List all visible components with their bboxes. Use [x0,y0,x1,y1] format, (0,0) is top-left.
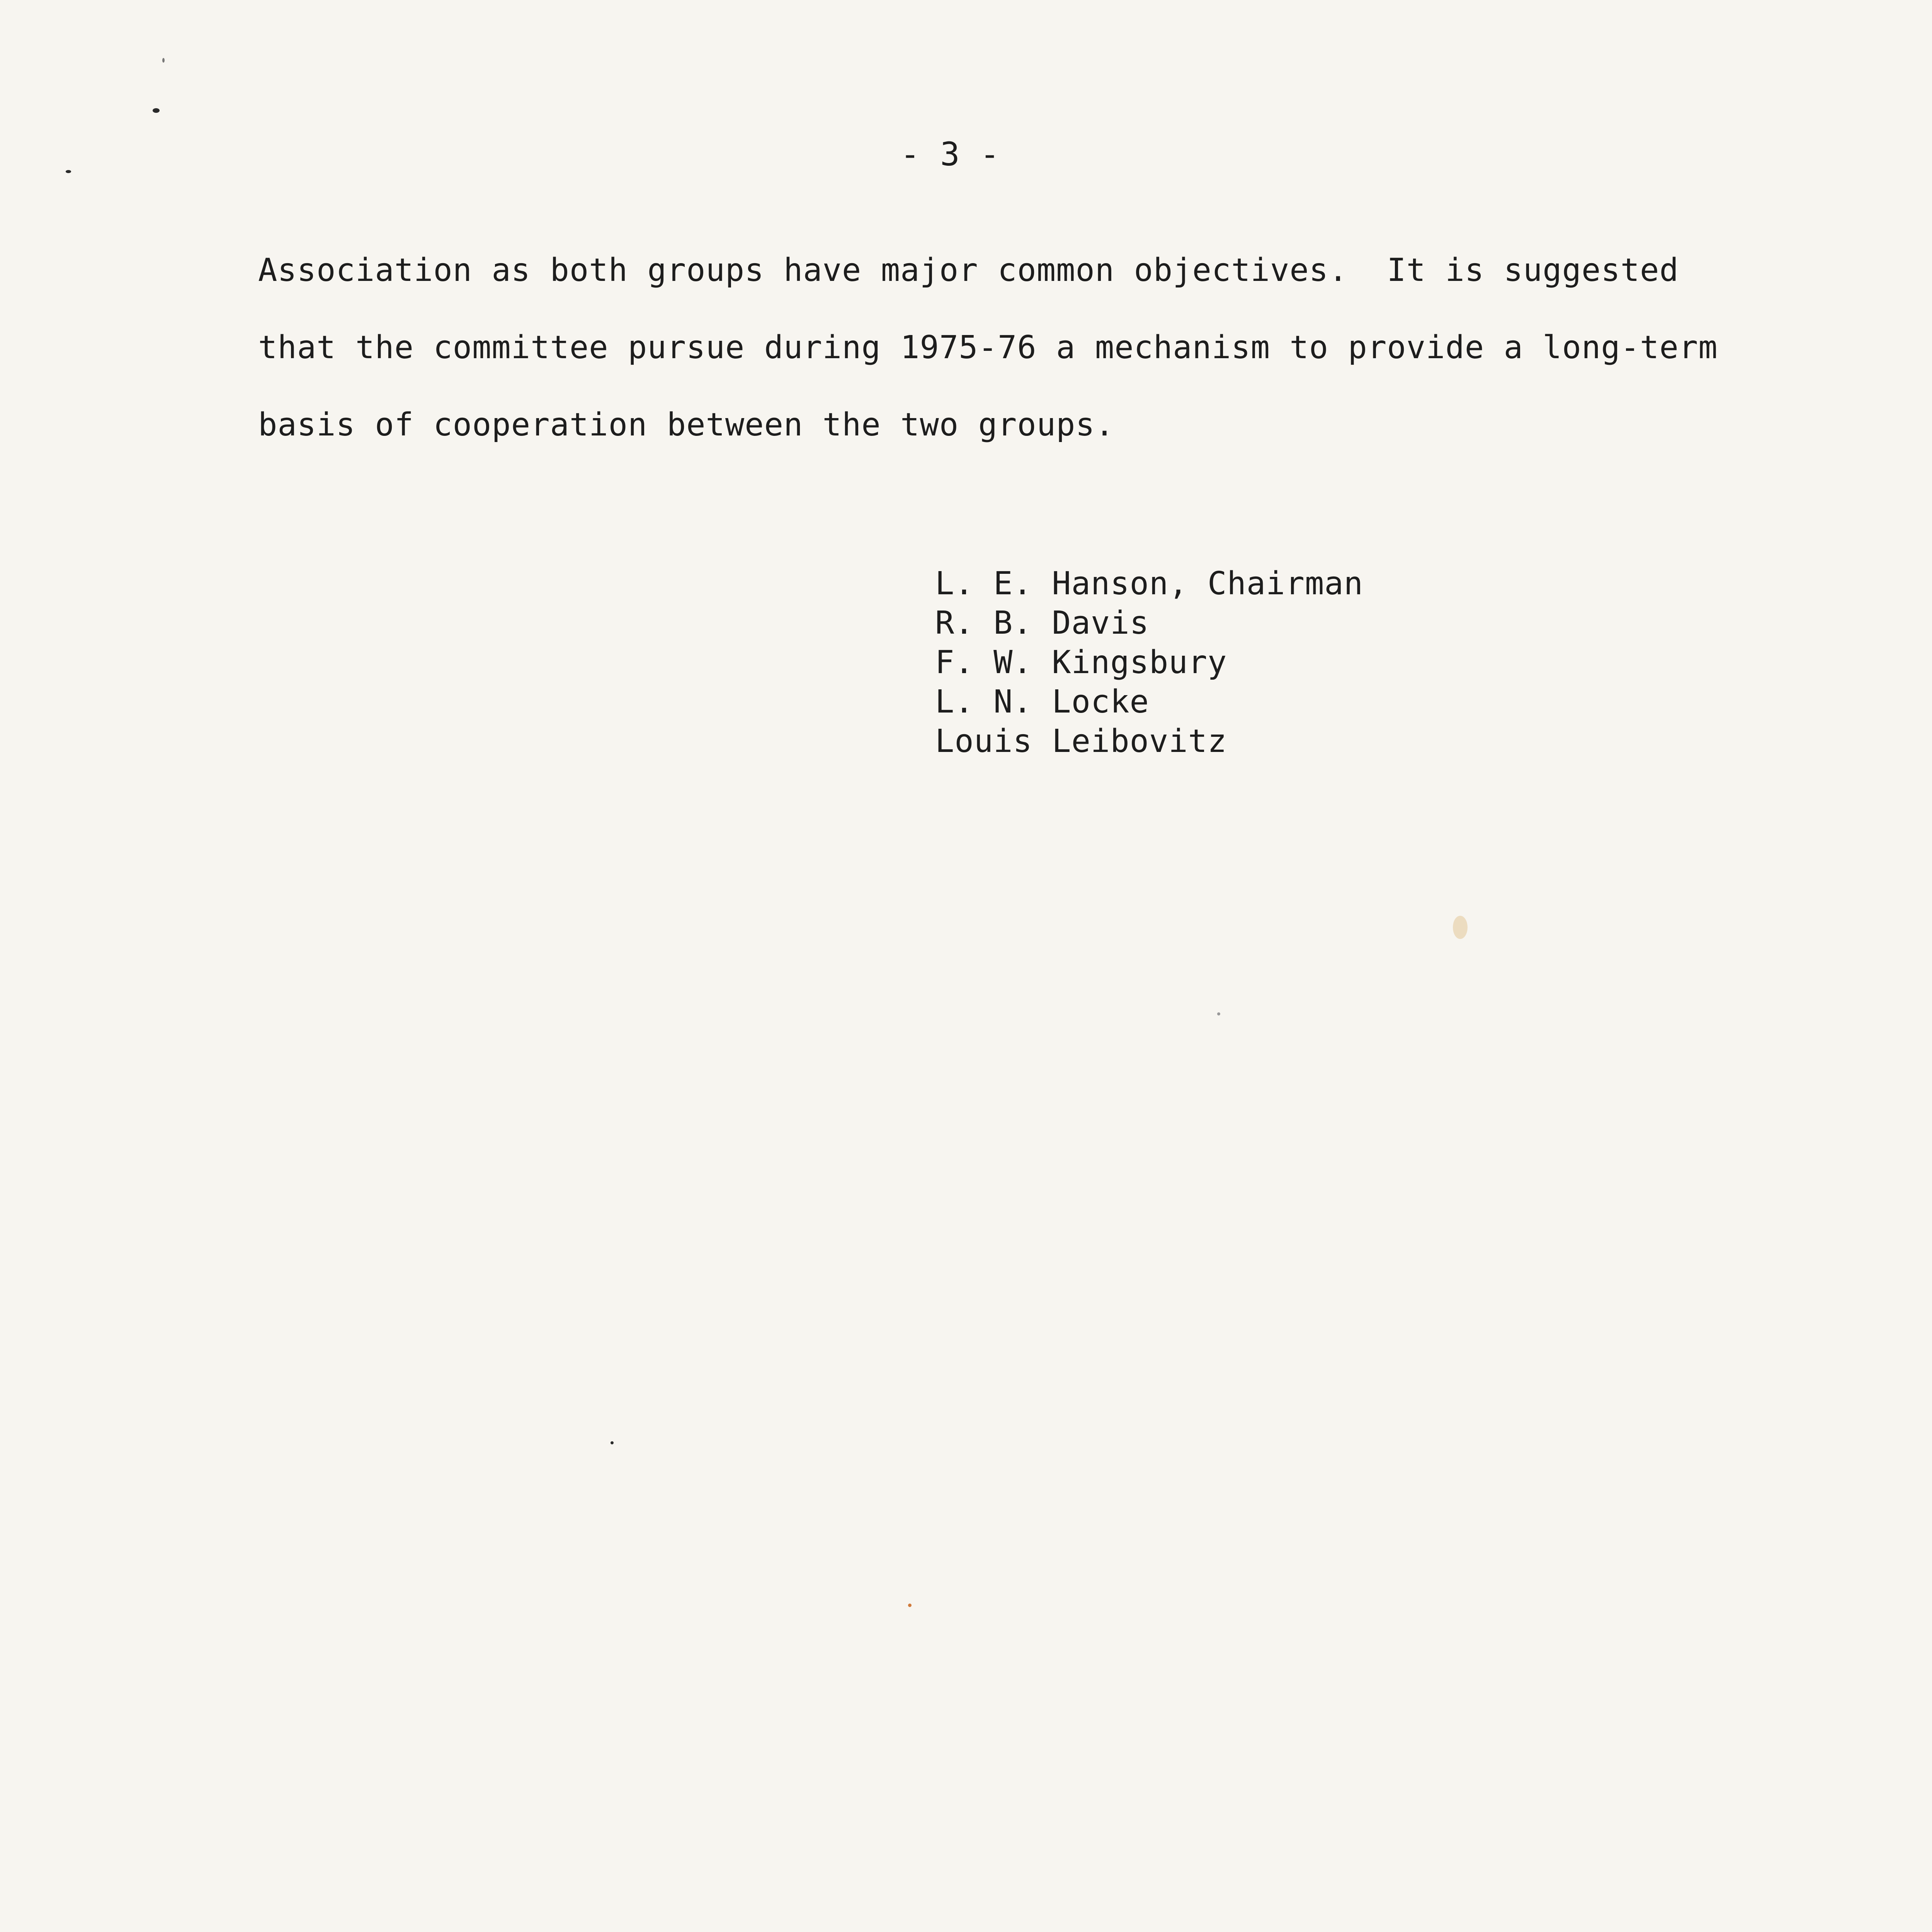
signatory-list [935,564,1363,761]
paper-speck [162,58,165,63]
paper-speck [908,1604,912,1607]
body-line-1: Association as both groups have major common objectives. It is suggested [258,252,1679,289]
paper-speck [611,1441,614,1444]
paper-speck [153,108,160,113]
body-line-3: basis of cooperation between the two groups. [258,406,1115,443]
signatory-chairman: L. E. Hanson, Chairman [935,565,1364,602]
page-number: - 3 - [900,135,1000,173]
paper-stain [1453,916,1468,939]
signatory-davis: R. B. Davis [935,605,1150,641]
paper-speck [1217,1012,1220,1015]
body-line-2: that the committee pursue during 1975-76 a mechanism to provide a long-term [258,329,1718,366]
signatory-kingsbury: F. W. Kingsbury [935,644,1227,681]
signatory-locke: L. N. Locke [935,684,1150,720]
signatory-leibovitz: Louis Leibovitz [935,723,1227,760]
paper-speck [66,170,71,173]
